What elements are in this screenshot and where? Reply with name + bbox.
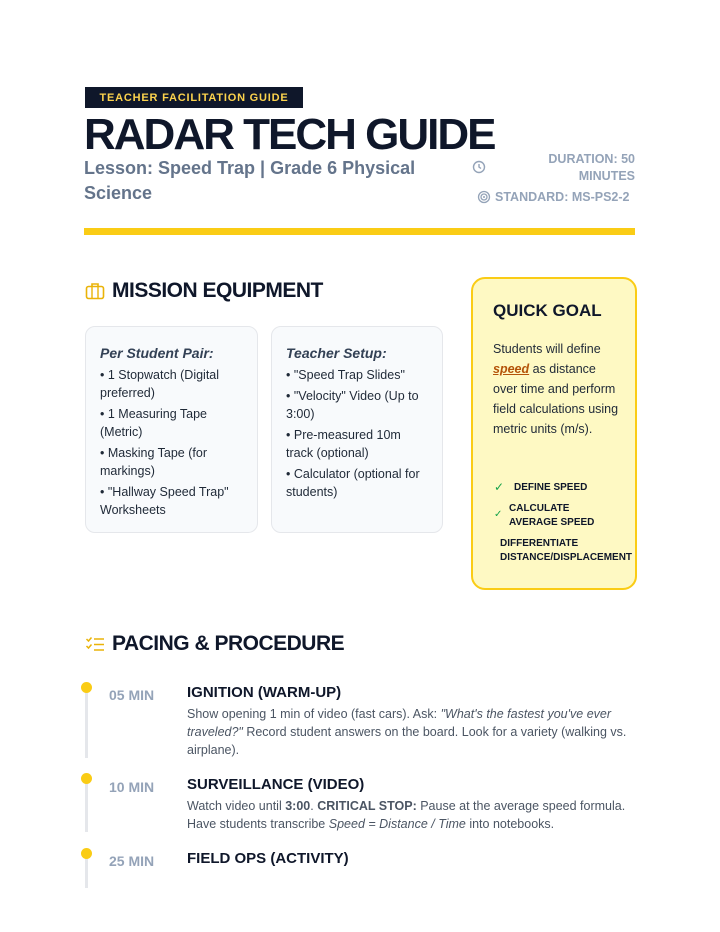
- target-icon: [477, 190, 491, 204]
- timeline-line: [85, 780, 88, 832]
- lesson-subtitle: Lesson: Speed Trap | Grade 6 Physical Science: [84, 158, 416, 203]
- objective-calculate: CALCULATE: [509, 503, 570, 514]
- checklist-icon: [85, 635, 105, 653]
- objective-define-speed: DEFINE SPEED: [514, 482, 588, 493]
- timeline-line: [85, 854, 88, 888]
- list-item: • "Hallway Speed Trap" Worksheets: [100, 483, 245, 519]
- student-items: [100, 366, 245, 519]
- timeline-dot: [81, 682, 92, 693]
- goal-text-after: as distance over time and perform field calculations using metric units (m/s).: [493, 362, 619, 436]
- step-time: 25 MIN: [109, 853, 155, 869]
- teacher-items: [286, 366, 430, 501]
- step-body: [187, 705, 637, 759]
- step-title: IGNITION (WARM-UP): [187, 684, 342, 701]
- step-quote: "What's the fastest you've ever traveled?": [187, 707, 612, 739]
- step-title: SURVEILLANCE (VIDEO): [187, 776, 365, 793]
- timeline-dot: [81, 773, 92, 784]
- step-text: Watch video until: [187, 799, 286, 813]
- teacher-card-title: Teacher Setup:: [286, 345, 387, 361]
- step-text: Show opening 1 min of video (fast cars). Ask:: [187, 707, 441, 721]
- step-text: Record student answers on the board. Look for a variety (walking vs. airplane).: [187, 725, 627, 757]
- guide-badge: TEACHER FACILITATION GUIDE: [85, 87, 303, 108]
- list-item: • "Speed Trap Slides": [286, 366, 430, 384]
- list-item: • Pre-measured 10m track (optional): [286, 426, 430, 462]
- step-text: into notebooks.: [465, 817, 555, 831]
- objective-differentiate: DIFFERENTIATE: [500, 538, 579, 549]
- timeline-dot: [81, 848, 92, 859]
- duration-info: [520, 151, 635, 185]
- step-bold: 3:00: [285, 799, 311, 813]
- goal-keyword: speed: [493, 362, 530, 376]
- list-item: • 1 Stopwatch (Digital preferred): [100, 366, 245, 402]
- step-bold: CRITICAL STOP:: [317, 799, 417, 813]
- check-icon: ✓: [494, 480, 505, 494]
- standard-info: STANDARD: MS-PS2-2: [495, 190, 630, 204]
- student-pair-card: [85, 326, 258, 533]
- step-text: Pause at the average speed formula. Have students transcribe: [187, 799, 626, 831]
- goal-text-before: Students will define: [493, 342, 601, 356]
- list-item: • 1 Measuring Tape (Metric): [100, 405, 245, 441]
- teacher-setup-card: [271, 326, 443, 533]
- quick-goal-title: QUICK GOAL: [493, 301, 602, 320]
- step-text: .: [310, 799, 318, 813]
- step-title: FIELD OPS (ACTIVITY): [187, 850, 349, 867]
- clock-icon: [472, 160, 486, 174]
- duration-line1: DURATION: 50: [548, 152, 635, 166]
- step-formula: Speed = Distance / Time: [328, 817, 466, 831]
- check-icon: ✓: [494, 509, 503, 520]
- student-card-title: Per Student Pair:: [100, 345, 214, 361]
- objective-distance-displacement: DISTANCE/DISPLACEMENT: [500, 552, 633, 563]
- list-item: • "Velocity" Video (Up to 3:00): [286, 387, 430, 423]
- objective-average-speed: AVERAGE SPEED: [509, 517, 595, 528]
- timeline-line: [85, 688, 88, 758]
- briefcase-icon: [85, 282, 105, 300]
- list-item: • Masking Tape (for markings): [100, 444, 245, 480]
- list-item: • Calculator (optional for students): [286, 465, 430, 501]
- equipment-heading: MISSION EQUIPMENT: [112, 279, 323, 302]
- quick-goal-text: [493, 339, 623, 439]
- pacing-heading: PACING & PROCEDURE: [112, 632, 345, 655]
- duration-line2: MINUTES: [578, 169, 635, 183]
- step-time: 05 MIN: [109, 687, 155, 703]
- header-divider: [84, 228, 635, 235]
- step-time: 10 MIN: [109, 779, 155, 795]
- step-body: [187, 797, 637, 833]
- page-title: RADAR TECH GUIDE: [84, 110, 495, 159]
